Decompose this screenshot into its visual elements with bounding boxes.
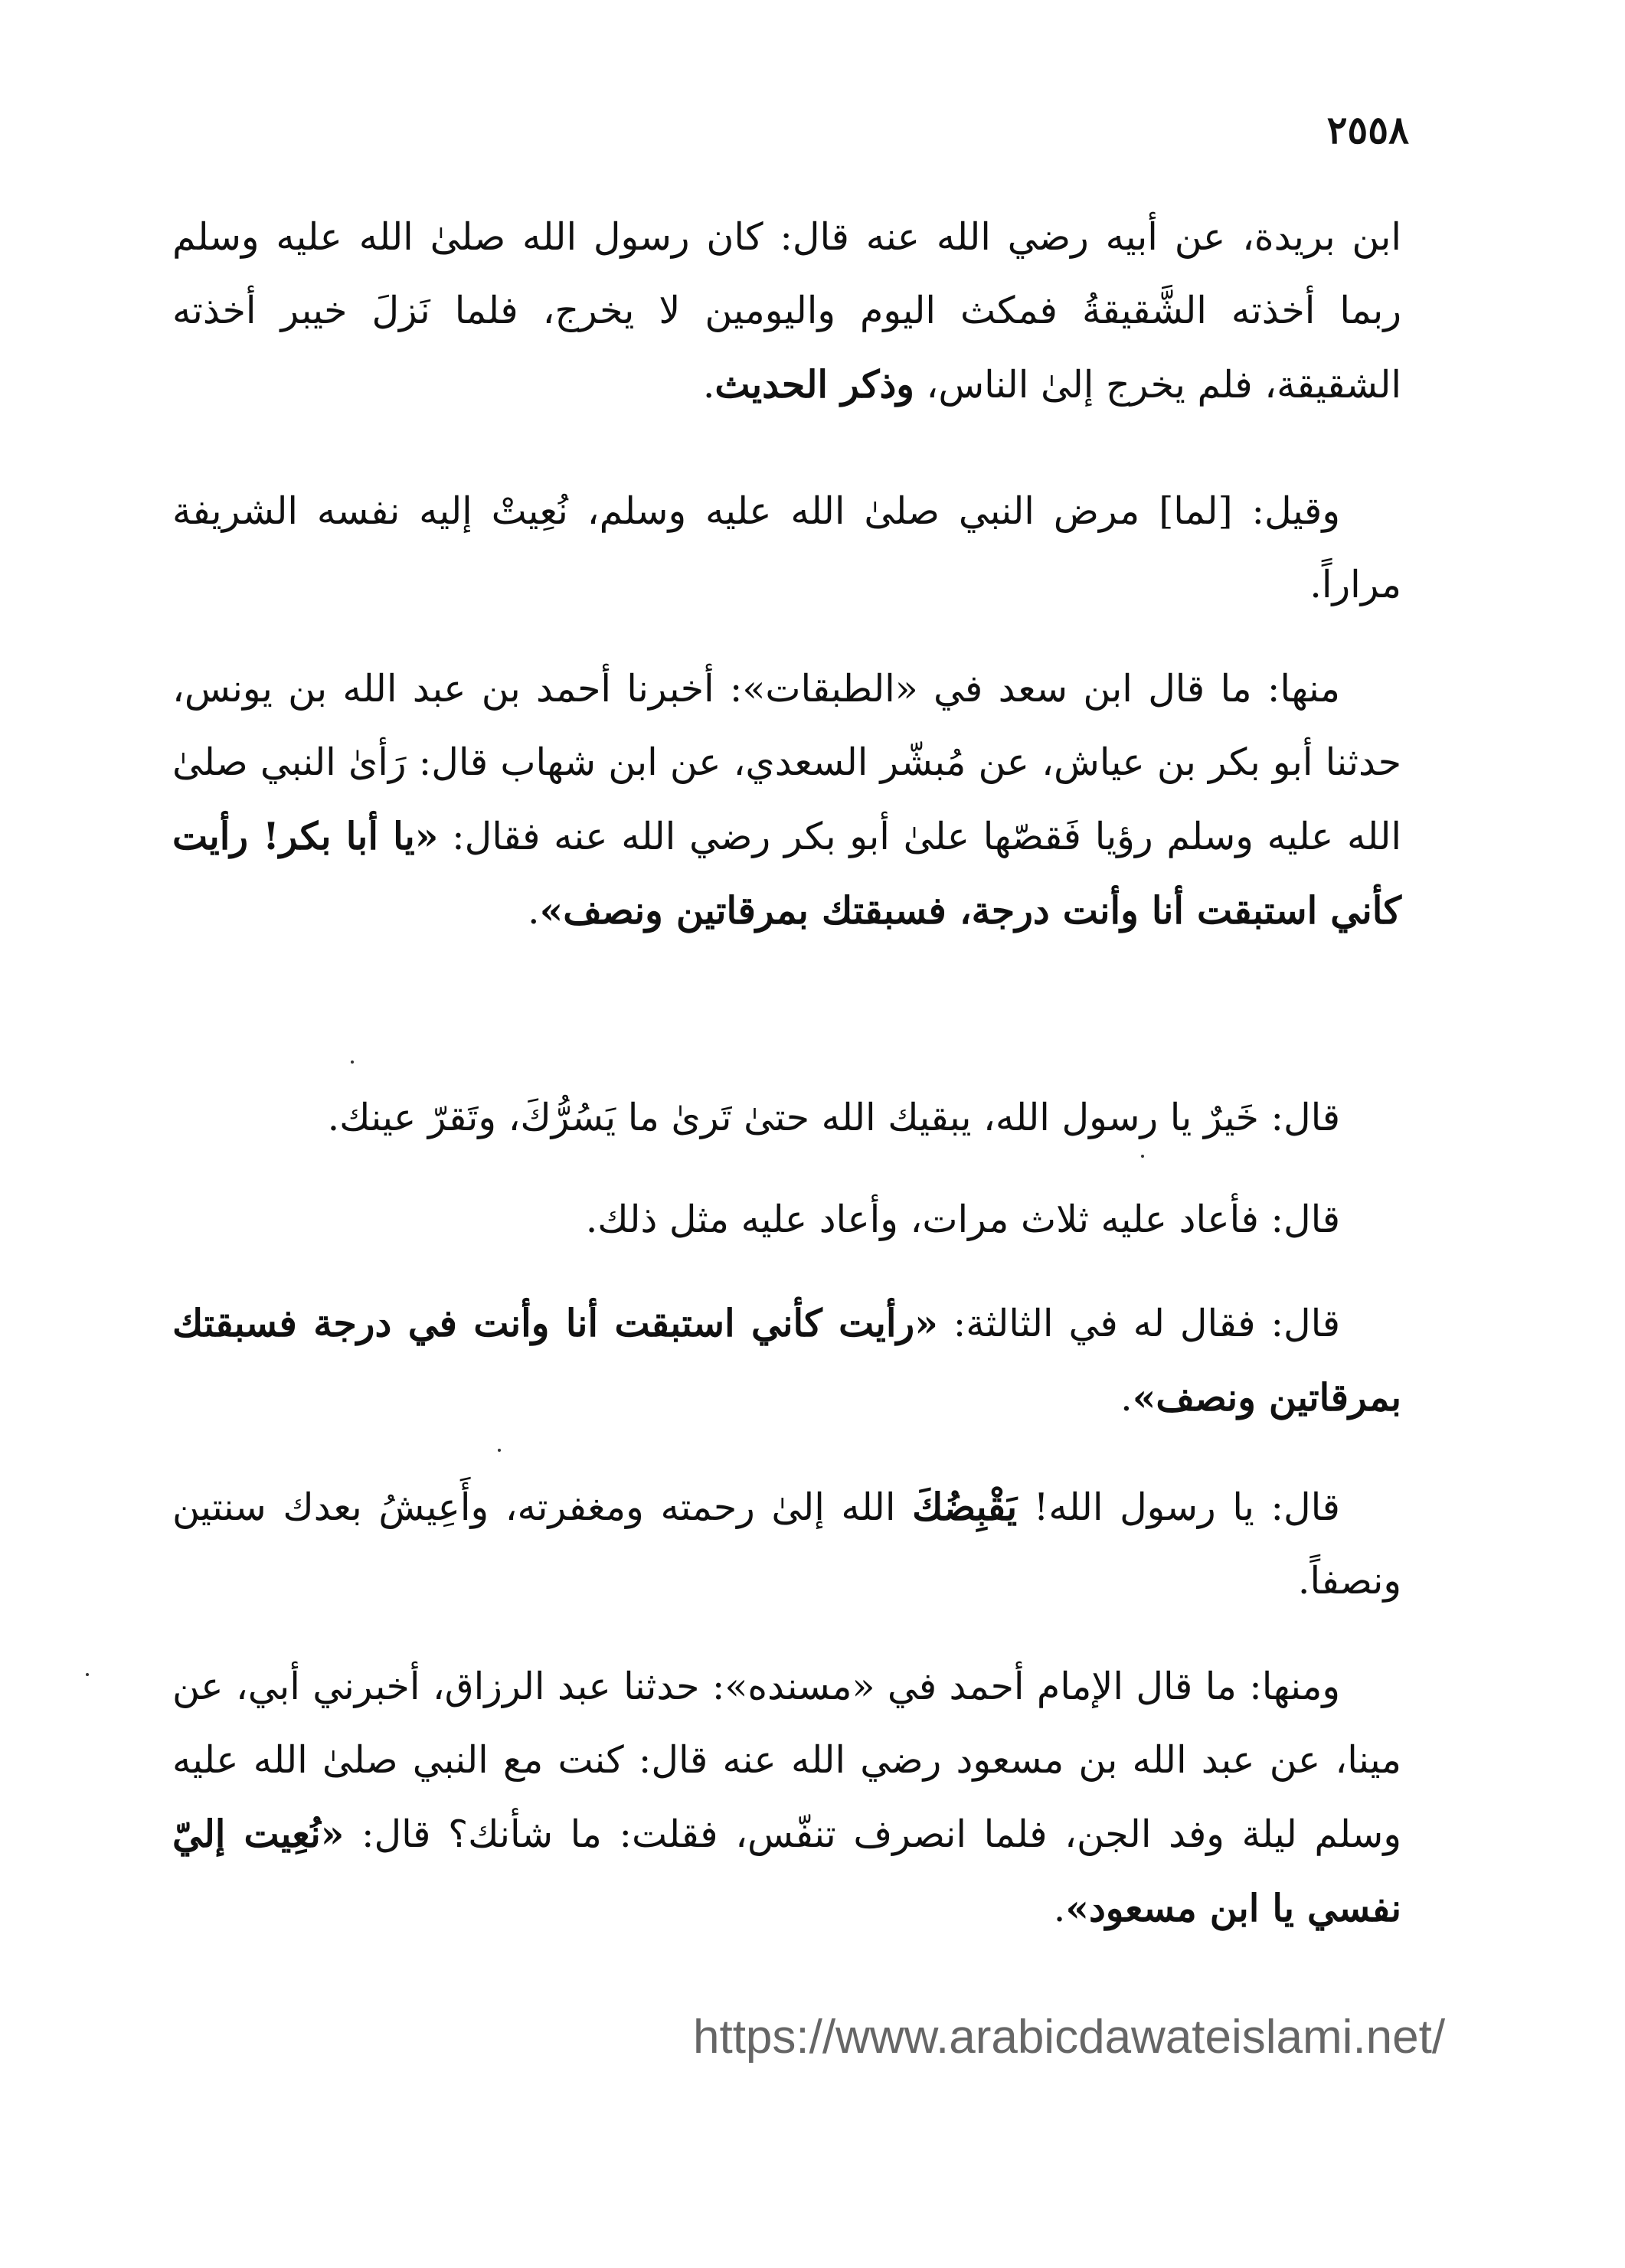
text-span: ابن بريدة، عن أبيه رضي الله عنه قال: كان رسول الله صلىٰ الله عليه وسلم ربما أخذته الشَّقيقةُ فمكث اليوم واليومين لا يخرج، فلما نَزلَ خيبر أخذته الشقيقة، فلم يخرج إلىٰ الناس، xyxy=(172,215,1401,407)
text-span: قال: خَيرٌ يا رسول الله، يبقيك الله حتىٰ تَرىٰ ما يَسُرُّكَ، وتَقرّ عينك. xyxy=(327,1096,1340,1139)
paragraph-1 xyxy=(172,201,1401,422)
paragraph-7 xyxy=(172,1470,1401,1618)
text-span: ومنها: ما قال الإمام أحمد في «مسنده»: حدثنا عبد الرزاق، أخبرني أبي، عن مينا، عن عبد الله بن مسعود رضي الله عنه قال: كنت مع النبي صلىٰ الله عليه وسلم ليلة وفد الجن، فلما انصرف تنفّس، فقلت: ما شأنك؟ قال: xyxy=(172,1665,1401,1856)
scan-speck xyxy=(498,1449,501,1452)
bold-text-span: «نُعِيت إليّ نفسي يا ابن مسعود» xyxy=(172,1812,1401,1930)
text-span: وقيل: [لما] مرض النبي صلىٰ الله عليه وسلم، نُعِيتْ إليه نفسه الشريفة مراراً. xyxy=(172,489,1401,606)
paragraph-8 xyxy=(172,1650,1401,1946)
paragraph-5 xyxy=(172,1183,1401,1257)
text-span: قال: يا رسول الله! xyxy=(1017,1485,1340,1529)
text-span: . xyxy=(1053,1887,1066,1930)
text-span: الله إلىٰ رحمته ومغفرته، وأَعِيشُ بعدك سنتين ونصفاً. xyxy=(172,1485,1401,1603)
bold-text-span: «رأيت كأني استبقت أنا وأنت في درجة فسبقتك بمرقاتين ونصف» xyxy=(172,1301,1401,1420)
bold-text-span: «يا أبا بكر! رأيت كأني استبقت أنا وأنت درجة، فسبقتك بمرقاتين ونصف» xyxy=(172,814,1401,933)
bold-text-span: يَقْبِضُكَ xyxy=(912,1485,1018,1529)
watermark-url: https://www.arabicdawateislami.net/ xyxy=(693,2011,1446,2064)
scan-speck xyxy=(86,1673,89,1676)
paragraph-3 xyxy=(172,652,1401,948)
text-span: منها: ما قال ابن سعد في «الطبقات»: أخبرنا أحمد بن عبد الله بن يونس، حدثنا أبو بكر بن عياش، عن مُبشّر السعدي، عن ابن شهاب قال: رَأىٰ النبي صلىٰ الله عليه وسلم رؤيا فَقصّها علىٰ أبو بكر رضي الله عنه فقال: xyxy=(172,667,1401,858)
page-number: ٢٥٥٨ xyxy=(1326,107,1409,152)
paragraph-4 xyxy=(172,1081,1401,1155)
bold-text-span: وذكر الحديث xyxy=(714,362,914,407)
scan-speck xyxy=(351,1060,354,1064)
paragraph-2 xyxy=(172,475,1401,622)
text-span: . xyxy=(702,363,715,407)
scan-speck xyxy=(1141,1155,1144,1158)
text-span: . xyxy=(1120,1376,1133,1420)
text-span: قال: فقال له في الثالثة: xyxy=(937,1302,1340,1345)
text-span: . xyxy=(528,889,540,933)
paragraph-6 xyxy=(172,1286,1401,1435)
text-span: قال: فأعاد عليه ثلاث مرات، وأعاد عليه مثل ذلك. xyxy=(585,1198,1340,1241)
